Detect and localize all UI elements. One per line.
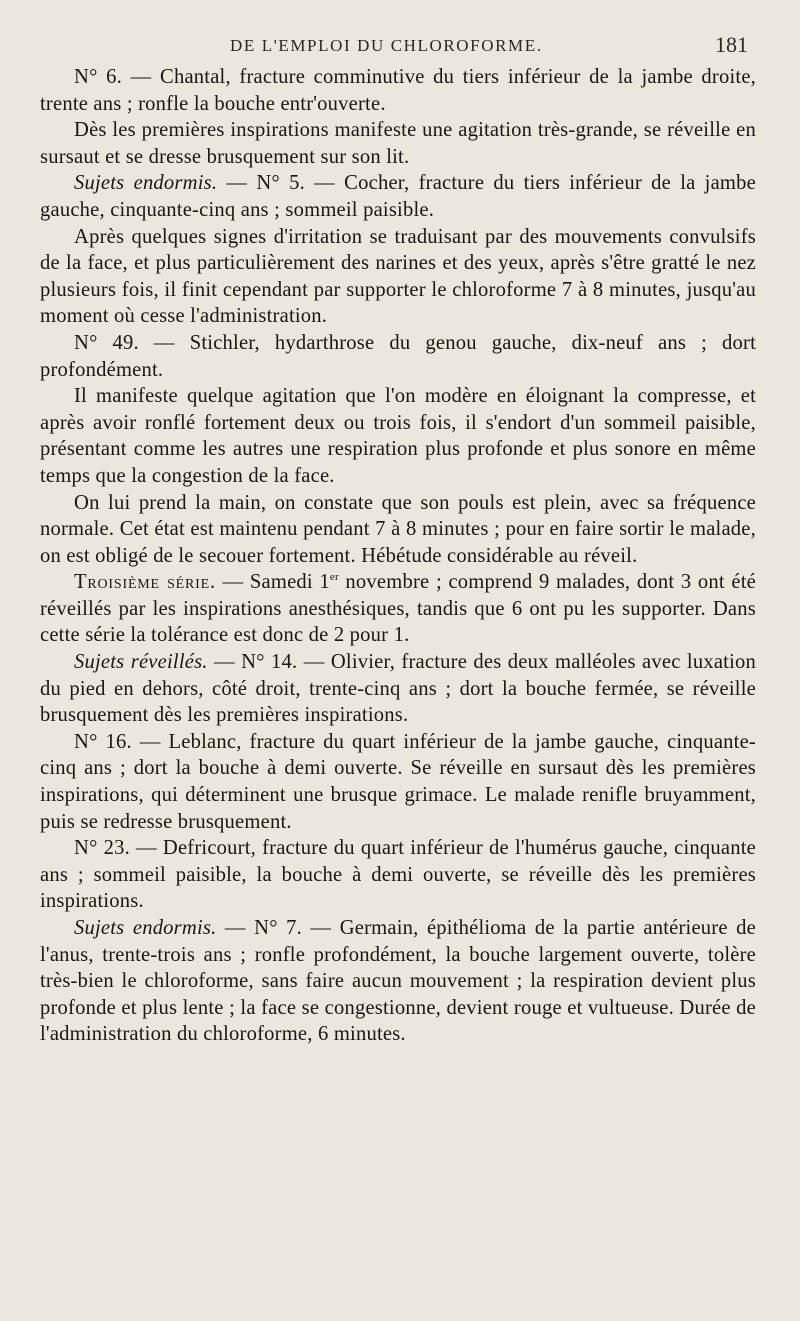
page-number: 181 [715, 32, 748, 57]
series-heading: Troisième série. [74, 571, 216, 594]
paragraph-3 [40, 170, 756, 223]
paragraph-text: — N° 5. — Cocher, fracture du tiers inférieur de la jambe gauche, cinquante-cinq ans ; sommeil paisible. [40, 172, 756, 221]
paragraph-lead: N° 49. [74, 331, 139, 354]
paragraph-text: — Stichler, hydarthrose du genou gauche, dix-neuf ans ; dort profondément. [40, 331, 756, 381]
paragraph-lead: N° 6. [74, 66, 122, 88]
paragraph-text: — Samedi 1er novembre ; comprend 9 malades, dont 3 ont été réveillés par les inspirations anesthésiques, tandis que 6 ont pu les supporter. Dans cette série la tolérance est donc de 2 pour 1. [40, 571, 756, 647]
paragraph-text: Il manifeste quelque agitation que l'on modère en éloignant la compresse, et après avoir ronflé fortement deux ou trois fois, il s'endort d'un sommeil paisible, présentant comme les autres une respiration plus profonde et plus sonore en même temps que la congestion de la face. [40, 385, 756, 487]
paragraph-lead: Sujets endormis. [74, 172, 218, 195]
paragraph-text: On lui prend la main, on constate que son pouls est plein, avec sa fréquence normale. Cet état est maintenu pendant 7 à 8 minutes ; pour en faire sortir le malade, on est obligé de le secouer fortement. Hébétude considérable au réveil. [40, 491, 756, 567]
running-head: DE L'EMPLOI DU CHLOROFORME. [230, 36, 543, 55]
paragraph-text: — N° 14. — Olivier, fracture des deux malléoles avec luxation du pied en dehors, côté droit, trente-cinq ans ; dort la bouche fermée, se réveille brusquement dès les premières inspirations. [40, 651, 756, 727]
paragraph-lead: N° 23. [74, 837, 130, 860]
paragraph-lead: N° 16. [74, 730, 132, 753]
paragraph-lead: Sujets réveillés. [74, 651, 208, 674]
paragraph-1 [40, 64, 756, 117]
paragraph-9 [40, 649, 756, 729]
paragraph-2 [40, 117, 756, 170]
paragraph-text: — N° 7. — Germain, épithélioma de la partie antérieure de l'anus, trente-trois ans ; ronfle profondément, la bouche largement ouverte, tolère très-bien le chloroforme, sans faire aucun mouvement ; la respiration devient plus profonde et plus lente ; la face se congestionne, devient rouge et vultueuse. Durée de l'administration du chloroforme, 6 minutes. [40, 917, 756, 1046]
paragraph-8 [40, 569, 756, 649]
paragraph-text: — Chantal, fracture comminutive du tiers inférieur de la jambe droite, trente ans ; ronfle la bouche entr'ouverte. [40, 66, 757, 115]
paragraph-10 [40, 729, 756, 835]
paragraph-text: Après quelques signes d'irritation se traduisant par des mouvements convulsifs de la face, et plus particulièrement des narines et des yeux, après s'être gratté le nez plusieurs fois, il finit cependant par supporter le chloroforme 7 à 8 minutes, jusqu'au moment où cesse l'administration. [40, 225, 756, 328]
paragraph-11 [40, 835, 756, 915]
body-text [40, 64, 756, 1048]
paragraph-lead: Sujets endormis. [74, 917, 217, 939]
paragraph-6 [40, 383, 756, 489]
paragraph-12 [40, 915, 756, 1048]
paragraph-text: Dès les premières inspirations manifeste une agitation très-grande, se réveille en sursaut et se dresse brusquement sur son lit. [40, 119, 756, 168]
paragraph-5 [40, 330, 756, 383]
paragraph-4 [40, 224, 756, 330]
paragraph-text: — Defricourt, fracture du quart inférieur de l'humérus gauche, cinquante ans ; sommeil paisible, la bouche à demi ouverte, se réveille dès les premières inspirations. [40, 837, 756, 913]
page-header [40, 30, 756, 64]
paragraph-7 [40, 490, 756, 570]
paragraph-text: — Leblanc, fracture du quart inférieur de la jambe gauche, cinquante-cinq ans ; dort la bouche à demi ouverte. Se réveille en sursaut dès les premières inspirations, qui déterminent une brusque grimace. Le malade renifle bruyamment, puis se redresse brusquement. [40, 730, 756, 833]
